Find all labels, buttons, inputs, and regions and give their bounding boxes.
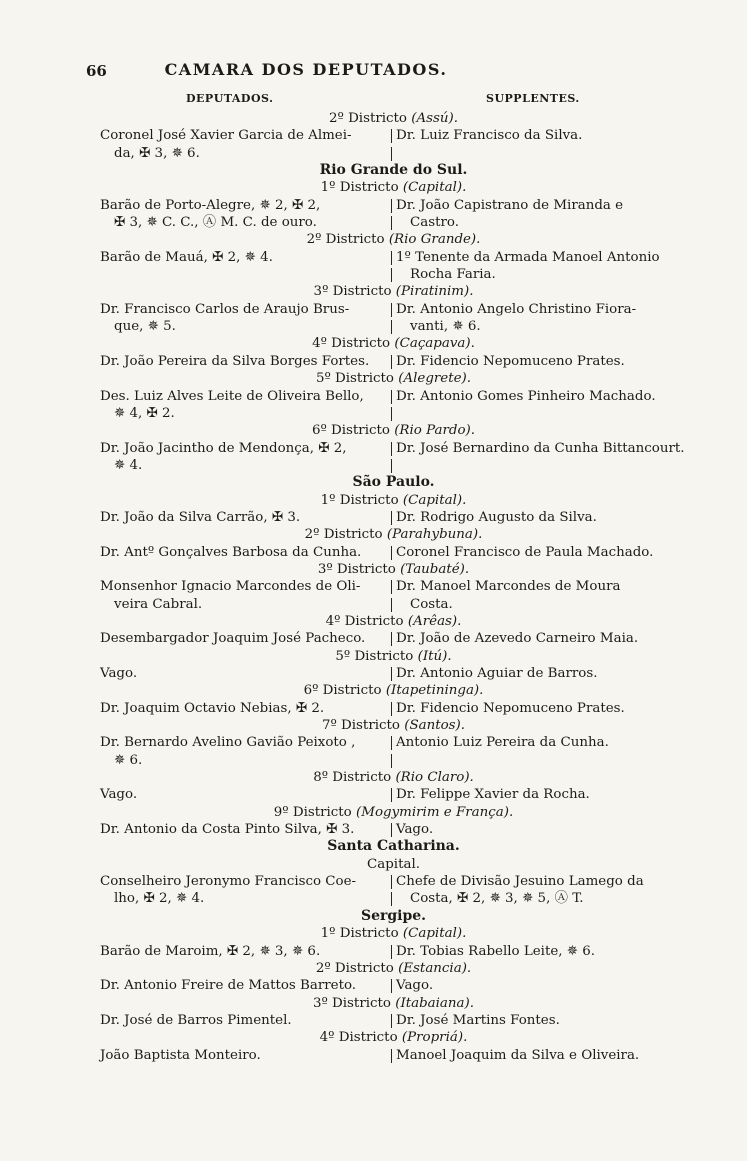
district-heading <box>0 613 747 630</box>
district-heading <box>0 717 747 734</box>
district-label-group <box>100 717 687 734</box>
supplente-name: Dr. José Martins Fontes. <box>396 1012 560 1028</box>
district-place: (Santos). <box>404 718 466 734</box>
district-place: (Parahybuna). <box>386 527 483 543</box>
district-heading <box>0 283 747 300</box>
district-place: (Capital). <box>402 926 467 942</box>
supplente-name: Dr. Antonio Aguiar de Barros. <box>396 666 598 681</box>
district-heading <box>0 960 747 977</box>
district-place: (Capital). <box>402 180 467 196</box>
supplente-name: Vago. <box>396 822 434 838</box>
supplente-name: Dr. Manoel Marcondes de Moura <box>396 579 621 595</box>
column-headers <box>86 92 586 108</box>
deputy-name: Dr. Antonio da Costa Pinto Silva, ✠ 3. <box>100 822 355 838</box>
district-place: (Taubaté). <box>400 561 470 577</box>
province-heading <box>0 838 747 855</box>
supplente-name: Costa. <box>396 596 453 613</box>
supplente-name: Dr. João de Azevedo Carneiro Maia. <box>396 631 639 647</box>
district-label: 3º Districto <box>312 995 391 1011</box>
supplente-name: Dr. Antonio Angelo Christino Fiora- <box>396 301 637 317</box>
deputy-name: da, ✠ 3, ✵ 6. <box>114 145 200 161</box>
running-title: CAMARA DOS DEPUTADOS. <box>164 60 448 79</box>
deputy-name: Vago. <box>100 787 138 803</box>
district-place: (Assú). <box>411 111 458 126</box>
list-item <box>0 127 747 144</box>
deputy-name: Dr. João Jacintho de Mendonça, ✠ 2, <box>100 440 347 456</box>
province-name: Sergipe. <box>360 907 427 924</box>
deputy-name: Dr. Francisco Carlos de Araujo Brus- <box>100 301 350 317</box>
district-heading <box>0 422 747 439</box>
list-item <box>0 301 747 318</box>
list-item <box>0 145 747 162</box>
deputy-name: Vago. <box>100 666 138 681</box>
district-place: (Itapetininga). <box>385 683 484 699</box>
district-label: 5º Districto <box>315 371 394 387</box>
district-heading <box>0 995 747 1012</box>
deputy-name: ✠ 3, ✵ C. C., Ⓐ M. C. de ouro. <box>114 215 317 231</box>
supplente-name: Dr. Antonio Gomes Pinheiro Machado. <box>396 388 656 404</box>
list-item <box>0 700 747 717</box>
supplente-name: Dr. João Capistrano de Miranda e <box>396 197 624 213</box>
district-label: 3º Districto <box>313 284 392 300</box>
deputy-name: Dr. João Pereira da Silva Borges Fortes. <box>100 353 370 369</box>
supplente-name: Manoel Joaquim da Silva e Oliveira. <box>396 1047 640 1063</box>
supplente-name: Dr. Rodrigo Augusto da Silva. <box>396 509 597 525</box>
deputy-name: Des. Luiz Alves Leite de Oliveira Bello, <box>100 388 364 404</box>
province-name: São Paulo. <box>352 474 435 491</box>
list-item <box>0 734 747 751</box>
deputy-name: Barão de Mauá, ✠ 2, ✵ 4. <box>100 249 273 265</box>
list-item <box>0 752 747 769</box>
list-item <box>0 440 747 457</box>
supplente-name: Coronel Francisco de Paula Machado. <box>396 544 654 560</box>
list-item <box>0 578 747 595</box>
deputy-name: que, ✵ 5. <box>114 319 176 335</box>
list-item <box>0 405 747 422</box>
district-label: 6º Districto <box>311 423 390 439</box>
district-label: 8º Districto <box>313 770 392 786</box>
deputy-name: ✵ 4. <box>114 457 143 473</box>
deputy-name: Dr. José de Barros Pimentel. <box>100 1012 292 1028</box>
district-label-group <box>100 231 687 248</box>
district-heading <box>0 648 747 665</box>
district-label: 6º Districto <box>303 683 382 699</box>
district-heading <box>0 370 747 387</box>
deputy-name: Barão de Porto-Alegre, ✵ 2, ✠ 2, <box>100 197 321 213</box>
list-item <box>0 786 747 803</box>
district-label-group <box>100 648 687 665</box>
supplente-name: Castro. <box>396 214 459 231</box>
district-label: 7º Districto <box>321 718 400 734</box>
district-label-group <box>100 179 687 196</box>
district-heading <box>0 110 747 127</box>
list-item <box>0 249 747 266</box>
deputy-name: Desembargador Joaquim José Pacheco. <box>100 631 366 647</box>
deputy-name: Dr. Antonio Freire de Mattos Barreto. <box>100 978 357 994</box>
district-label: 2º Districto <box>306 232 385 248</box>
district-place: (Mogymirim e França). <box>356 804 514 820</box>
district-heading <box>0 179 747 196</box>
supplente-name: Dr. Fidencio Nepomuceno Prates. <box>396 353 625 369</box>
district-label: 4º Districto <box>325 613 404 629</box>
deputy-name: Barão de Maroim, ✠ 2, ✵ 3, ✵ 6. <box>100 943 321 959</box>
district-label-group <box>100 925 687 942</box>
running-header <box>86 60 526 84</box>
deputy-name: Dr. João da Silva Carrão, ✠ 3. <box>100 509 301 525</box>
district-label: 4º Districto <box>312 336 391 352</box>
list-item <box>0 266 747 283</box>
list-item <box>0 943 747 960</box>
deputy-name: veira Cabral. <box>114 596 203 612</box>
province-name: Santa Catharina. <box>327 838 460 855</box>
supplente-name: Dr. José Bernardino da Cunha Bittancourt. <box>396 440 685 456</box>
district-label: 3º Districto <box>317 561 396 577</box>
deputy-name: Monsenhor Ignacio Marcondes de Oli- <box>100 579 361 595</box>
district-heading <box>0 682 747 699</box>
list-item <box>0 665 747 682</box>
district-heading <box>0 526 747 543</box>
district-label-group <box>100 613 687 630</box>
district-place: (Rio Grande). <box>388 232 481 248</box>
district-place: (Itabaiana). <box>395 995 475 1011</box>
list-item <box>0 596 747 613</box>
district-heading <box>0 231 747 248</box>
list-item <box>0 318 747 335</box>
list-item <box>0 214 747 231</box>
list-item <box>0 457 747 474</box>
district-heading <box>0 856 747 873</box>
deputy-name: lho, ✠ 2, ✵ 4. <box>114 891 205 907</box>
district-label-group <box>100 960 687 977</box>
supplente-name: vanti, ✵ 6. <box>396 318 481 335</box>
district-heading <box>0 561 747 578</box>
province-name: Rio Grande do Sul. <box>319 162 468 179</box>
list-item <box>0 1012 747 1029</box>
list-item <box>0 388 747 405</box>
district-label-group <box>100 110 687 127</box>
district-label-group <box>100 682 687 699</box>
district-heading <box>0 925 747 942</box>
district-label-group <box>100 995 687 1012</box>
district-label: Capital. <box>367 856 420 872</box>
list-item <box>0 890 747 907</box>
district-label-group <box>100 283 687 300</box>
district-label: 1º Districto <box>320 492 399 508</box>
list-item <box>0 544 747 561</box>
district-heading <box>0 335 747 352</box>
district-label: 9º Districto <box>273 804 352 820</box>
district-place: (Propriá). <box>401 1030 468 1046</box>
supplente-name: Dr. Tobias Rabello Leite, ✵ 6. <box>396 943 596 959</box>
province-heading <box>0 908 747 925</box>
list-item <box>0 630 747 647</box>
district-label-group <box>100 804 687 821</box>
district-label: 5º Districto <box>335 648 414 664</box>
district-label-group <box>100 370 687 387</box>
list-item <box>0 509 747 526</box>
deputy-name: Coronel José Xavier Garcia de Almei- <box>100 128 352 144</box>
supplente-name: Rocha Faria. <box>396 266 496 283</box>
district-label: 2º Districto <box>329 111 407 126</box>
district-place: (Itú). <box>417 648 452 664</box>
district-label: 1º Districto <box>320 926 399 942</box>
district-heading <box>0 1029 747 1046</box>
supplente-name: Dr. Fidencio Nepomuceno Prates. <box>396 700 625 716</box>
district-label-group <box>100 335 687 352</box>
deputies-list <box>0 110 747 1064</box>
page-number: 66 <box>86 62 107 80</box>
district-label: 1º Districto <box>320 180 399 196</box>
deputy-name: Dr. Antº Gonçalves Barbosa da Cunha. <box>100 544 362 560</box>
district-heading <box>0 492 747 509</box>
district-heading <box>0 769 747 786</box>
district-place: (Capital). <box>402 492 467 508</box>
supplente-name: 1º Tenente da Armada Manoel Antonio <box>396 249 660 265</box>
list-item <box>0 977 747 994</box>
province-heading <box>0 162 747 179</box>
district-label-group <box>100 422 687 439</box>
district-label-group <box>100 561 687 578</box>
district-heading <box>0 804 747 821</box>
deputy-name: ✵ 4, ✠ 2. <box>114 405 175 421</box>
deputy-name: Conselheiro Jeronymo Francisco Coe- <box>100 874 357 890</box>
list-item <box>0 873 747 890</box>
list-item <box>0 1047 747 1064</box>
column-header-deputados: DEPUTADOS. <box>186 92 274 105</box>
district-place: (Rio Claro). <box>395 770 474 786</box>
district-label-group <box>100 526 687 543</box>
district-label: 4º Districto <box>319 1030 398 1046</box>
list-item <box>0 197 747 214</box>
district-place: (Caçapava). <box>394 336 475 352</box>
district-place: (Alegrete). <box>398 371 472 387</box>
supplente-name: Chefe de Divisão Jesuino Lamego da <box>396 874 644 890</box>
district-place: (Arêas). <box>407 613 462 629</box>
supplente-name: Costa, ✠ 2, ✵ 3, ✵ 5, Ⓐ T. <box>396 890 583 907</box>
deputy-name: Dr. Bernardo Avelino Gavião Peixoto , <box>100 735 356 751</box>
deputy-name: Dr. Joaquim Octavio Nebias, ✠ 2. <box>100 700 325 716</box>
column-header-supplentes: SUPPLENTES. <box>486 92 580 105</box>
supplente-name: Dr. Felippe Xavier da Rocha. <box>396 787 590 803</box>
district-label-group <box>100 492 687 509</box>
district-label: 2º Districto <box>304 527 383 543</box>
district-place: (Piratinim). <box>395 284 474 300</box>
district-label-group <box>100 769 687 786</box>
list-item <box>0 821 747 838</box>
district-label: 2º Districto <box>315 960 394 976</box>
supplente-name: Dr. Luiz Francisco da Silva. <box>396 128 583 144</box>
district-label-group <box>100 856 687 873</box>
province-heading <box>0 474 747 491</box>
district-label-group <box>100 1029 687 1046</box>
deputy-name: ✵ 6. <box>114 752 143 768</box>
district-place: (Estancia). <box>398 960 472 976</box>
district-place: (Rio Pardo). <box>394 423 476 439</box>
supplente-name: Vago. <box>396 978 434 994</box>
supplente-name: Antonio Luiz Pereira da Cunha. <box>396 735 609 751</box>
deputy-name: João Baptista Monteiro. <box>100 1047 261 1063</box>
list-item <box>0 353 747 370</box>
